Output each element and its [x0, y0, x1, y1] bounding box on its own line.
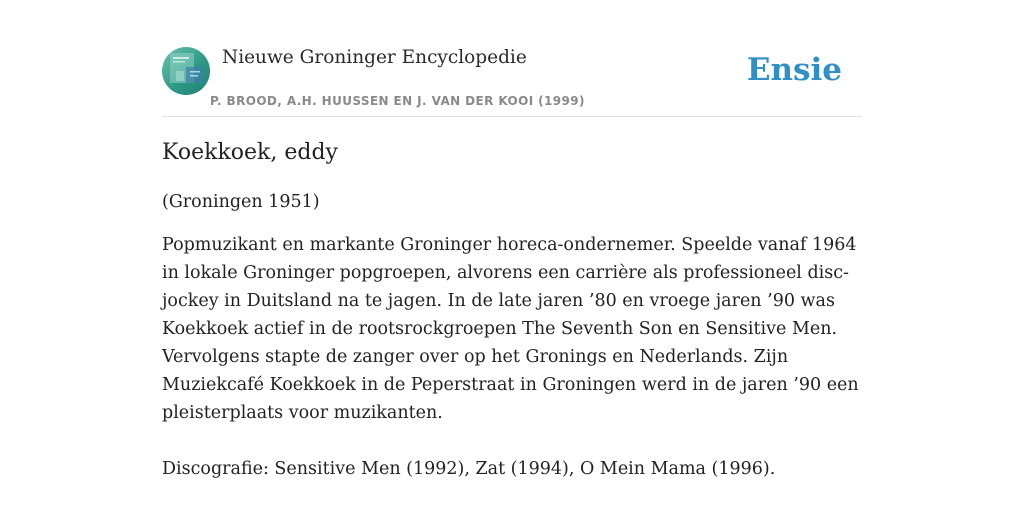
- book-title[interactable]: Nieuwe Groninger Encyclopedie: [222, 47, 527, 68]
- entry-subtitle: (Groningen 1951): [162, 192, 320, 212]
- entry: [162, 136, 866, 511]
- book-cover-icon[interactable]: [162, 47, 210, 95]
- header: [162, 46, 862, 117]
- entry-title: Koekkoek, eddy: [162, 140, 338, 165]
- entry-discography: Discografie: Sensitive Men (1992), Zat (1994), O Mein Mama (1996).: [162, 459, 776, 479]
- entry-paragraph: Popmuzikant en markante Groninger horeca-ondernemer. Speelde vanaf 1964 in lokale Groninger popgroepen, alvorens een carrière als professioneel disc-jockey in Duitsland na te jagen. In de late jaren ’80 en vroege jaren ’90 was Koekkoek actief in de rootsrockgroepen The Seventh Son en Sensitive Men. Vervolgens stapte de zanger over op het Gronings en Nederlands. Zijn Muziekcafé Koekkoek in de Peperstraat in Groningen werd in de jaren ’90 een pleisterplaats voor muzikanten.: [162, 235, 859, 423]
- ensie-logo-link[interactable]: Ensie: [746, 52, 842, 88]
- entry-body: [162, 231, 866, 483]
- book-authors: P. BROOD, A.H. HUUSSEN EN J. VAN DER KOOI (1999): [210, 94, 585, 108]
